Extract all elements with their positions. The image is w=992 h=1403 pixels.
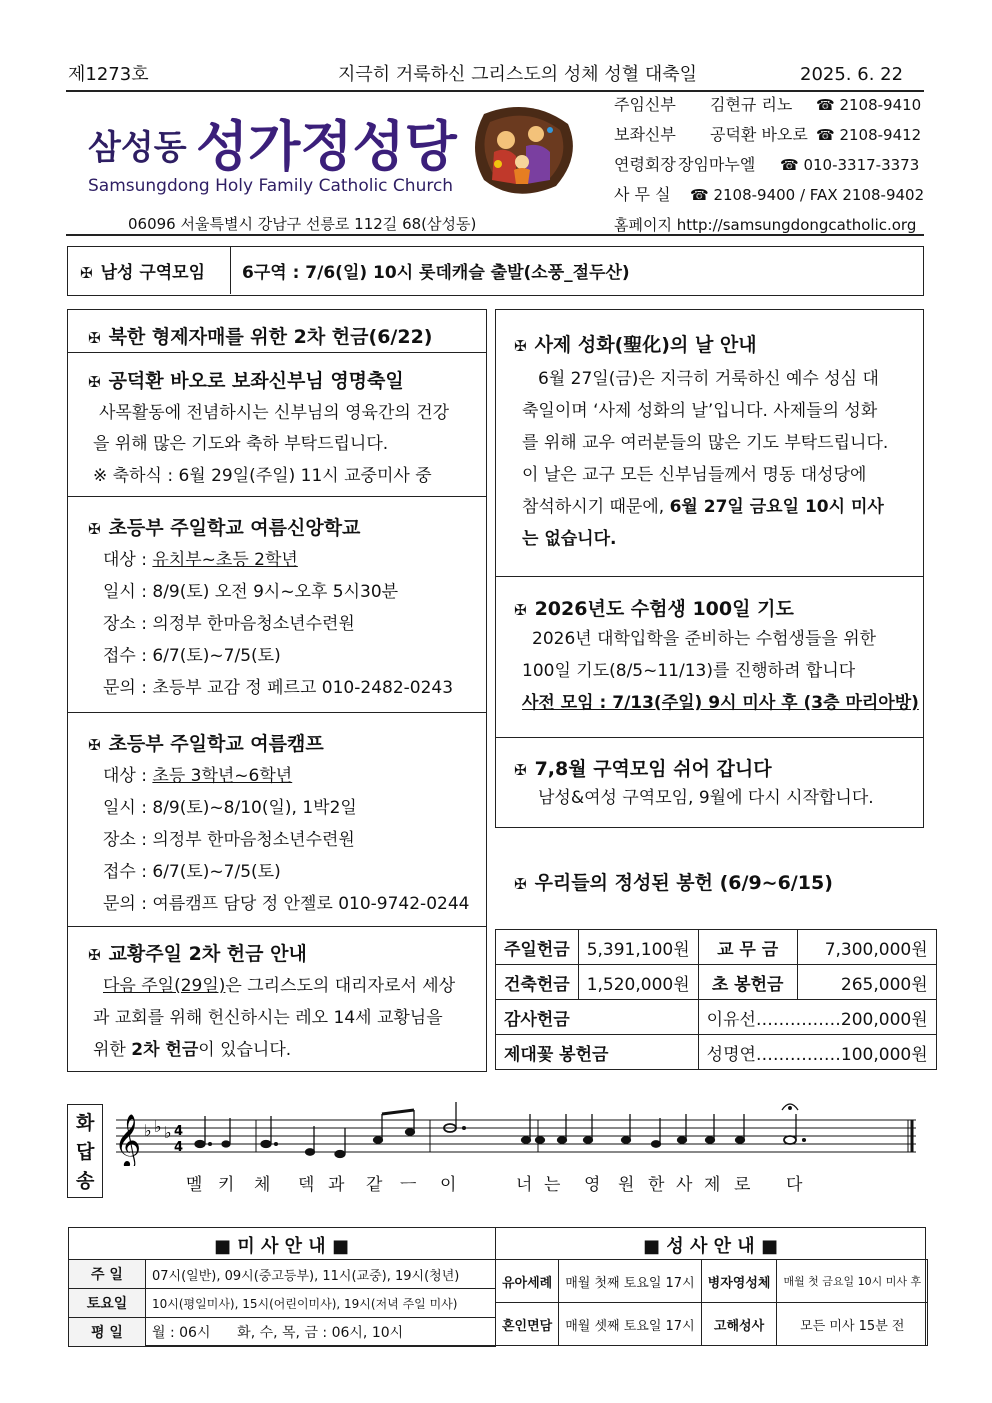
- parish-name: 성가정성당: [196, 114, 457, 178]
- priest-day-title: ✠ 사제 성화(聖化)의 날 안내: [514, 334, 757, 356]
- divider: [67, 496, 487, 497]
- divider: [495, 576, 924, 577]
- psalm-label-box: [67, 1104, 103, 1198]
- contact-role: 주임신부: [614, 95, 676, 114]
- table-row: [69, 1318, 496, 1347]
- exam-prayer-line: 2026년 대학입학을 준비하는 수험생들을 위한: [532, 629, 877, 649]
- table-cell: 주 일: [69, 1260, 146, 1289]
- feast-line: 사목활동에 전념하시는 신부님의 영육간의 건강: [99, 403, 450, 423]
- lyric-syllable: ㅡ: [400, 1175, 417, 1195]
- svg-text:4: 4: [174, 1124, 184, 1139]
- table-cell: 초 봉헌금: [698, 965, 797, 1000]
- cross-icon: ✠: [88, 946, 101, 964]
- divider: [67, 712, 487, 713]
- table-cell: 평 일: [69, 1318, 146, 1347]
- district-meeting-content: 6구역 : 7/6(일) 10시 롯데캐슬 출발(소풍_절두산): [242, 263, 630, 283]
- priest-day-line: 축일이며 ‘사제 성화의 날’입니다. 사제들의 성화: [522, 401, 878, 421]
- sacrament-schedule-title: ■ 성 사 안 내 ■: [643, 1236, 778, 1257]
- sacrament-schedule-table: [495, 1259, 928, 1346]
- faith-school-place: 장소 : 의정부 한마음청소년수련원: [103, 614, 355, 634]
- priest-day-line: 를 위해 교우 여러분들의 많은 기도 부탁드립니다.: [522, 433, 889, 453]
- psalm-music-staff: [108, 1100, 920, 1166]
- psalm-label-char: 송: [76, 1170, 95, 1192]
- divider: [67, 352, 487, 353]
- table-cell: 1,520,000원: [578, 965, 698, 1000]
- table-cell: 건축헌금: [496, 965, 579, 1000]
- contact-name: 김현규 리노: [710, 95, 793, 114]
- table-cell: 유아세례: [496, 1260, 559, 1303]
- priest-day-line: 참석하시기 때문에, 6월 27일 금요일 10시 미사: [522, 497, 884, 517]
- psalm-lyrics: [108, 1170, 920, 1194]
- svg-text:♭: ♭: [164, 1123, 172, 1142]
- summer-camp-place: 장소 : 의정부 한마음청소년수련원: [103, 830, 355, 850]
- cross-icon: ✠: [80, 264, 93, 282]
- contact-phone: ☎ 2108-9400 / FAX 2108-9402: [690, 186, 925, 204]
- offering-report-title: ✠ 우리들의 정성된 봉헌 (6/9~6/15): [514, 872, 833, 894]
- table-cell: 이유선……………200,000원: [698, 1000, 936, 1035]
- header-top-rule: [66, 90, 924, 92]
- psalm-label-char: 화: [76, 1112, 95, 1134]
- svg-text:♭: ♭: [144, 1121, 152, 1140]
- district-rest-title: ✠ 7,8월 구역모임 쉬어 갑니다: [514, 758, 772, 780]
- table-row: [496, 1035, 937, 1070]
- table-cell: 병자영성체: [701, 1260, 777, 1303]
- mass-schedule-title: ■ 미 사 안 내 ■: [214, 1236, 349, 1257]
- district-meeting-bar: [67, 246, 924, 296]
- pope-sunday-title: ✠ 교황주일 2차 헌금 안내: [88, 943, 307, 965]
- pope-sunday-line: 과 교회를 위해 헌신하시는 레오 14세 교황님을: [93, 1008, 443, 1028]
- table-cell: 10시(평일미사), 15시(어린이미사), 19시(저녁 주일 미사): [146, 1289, 496, 1318]
- occasion-title: 지극히 거룩하신 그리스도의 성체 성혈 대축일: [338, 64, 697, 85]
- contact-row: [614, 90, 676, 120]
- homepage-link[interactable]: http://samsungdongcatholic.org: [676, 216, 917, 234]
- contact-role: 사 무 실: [614, 185, 671, 204]
- faith-school-title: ✠ 초등부 주일학교 여름신앙학교: [88, 517, 361, 539]
- table-cell: 07시(일반), 09시(중고등부), 11시(교중), 19시(청년): [146, 1260, 496, 1289]
- table-cell: 월 : 06시 화, 수, 목, 금 : 06시, 10시: [146, 1318, 496, 1347]
- table-row: [496, 965, 937, 1000]
- header-bottom-rule: [66, 234, 924, 236]
- cross-icon: ✠: [88, 373, 101, 391]
- faith-school-register: 접수 : 6/7(토)~7/5(토): [103, 646, 281, 666]
- contact-name: 장임마누엘: [678, 155, 756, 174]
- divider: [495, 737, 924, 738]
- district-rest-line: 남성&여성 구역모임, 9월에 다시 시작합니다.: [538, 788, 874, 808]
- table-cell: 모든 미사 15분 전: [777, 1303, 928, 1346]
- lyric-syllable: 영: [584, 1175, 601, 1195]
- exam-prayer-title: ✠ 2026년도 수험생 100일 기도: [514, 598, 794, 620]
- mass-schedule-table: [68, 1259, 496, 1347]
- contact-name: 공덕환 바오로: [710, 125, 808, 144]
- table-row: [69, 1260, 496, 1289]
- parish-english-name: Samsungdong Holy Family Catholic Church: [88, 176, 454, 196]
- table-cell: 토요일: [69, 1289, 146, 1318]
- table-row: [69, 1289, 496, 1318]
- lyric-syllable: 다: [786, 1175, 803, 1195]
- cross-icon: ✠: [88, 520, 101, 538]
- divider: [67, 926, 487, 927]
- cross-icon: ✠: [514, 875, 527, 893]
- contact-phone: ☎ 010-3317-3373: [780, 156, 920, 174]
- table-row: [496, 1303, 928, 1346]
- cross-icon: ✠: [514, 337, 527, 355]
- exam-prayer-line: 100일 기도(8/5~11/13)를 진행하려 합니다: [522, 661, 856, 681]
- lyric-syllable: 너: [516, 1175, 533, 1195]
- table-cell: 매월 셋째 토요일 17시: [559, 1303, 701, 1346]
- table-cell: 혼인면담: [496, 1303, 559, 1346]
- table-cell: 265,000원: [797, 965, 936, 1000]
- cross-icon: ✠: [88, 736, 101, 754]
- pope-sunday-line: 다음 주일(29일)은 그리스도의 대리자로서 세상: [103, 976, 456, 996]
- lyric-syllable: 제: [704, 1175, 721, 1195]
- priest-day-line: 는 없습니다.: [522, 529, 617, 549]
- lyric-syllable: 덱: [298, 1175, 315, 1195]
- faith-school-date: 일시 : 8/9(토) 오전 9시~오후 5시30분: [103, 582, 399, 602]
- lyric-syllable: 과: [328, 1175, 345, 1195]
- lyric-syllable: 원: [618, 1175, 635, 1195]
- homepage-label: 홈페이지: [614, 216, 672, 234]
- feast-line: 을 위해 많은 기도와 축하 부탁드립니다.: [93, 434, 389, 454]
- offering-table: [495, 929, 937, 1070]
- issue-date: 2025. 6. 22: [800, 64, 904, 85]
- table-cell: 성명연……………100,000원: [698, 1035, 936, 1070]
- table-cell: 5,391,100원: [578, 930, 698, 965]
- parish-prefix: 삼성동: [88, 128, 187, 168]
- holy-family-logo: [470, 104, 576, 196]
- feast-title: ✠ 공덕환 바오로 보좌신부님 영명축일: [88, 370, 404, 392]
- lyric-syllable: 는: [544, 1175, 561, 1195]
- lyric-syllable: 체: [254, 1175, 271, 1195]
- table-cell: 교 무 금: [698, 930, 797, 965]
- table-cell: 매월 첫 금요일 10시 미사 후: [777, 1260, 928, 1303]
- lyric-syllable: 키: [218, 1175, 235, 1195]
- faith-school-inquiry: 문의 : 초등부 교감 정 페르고 010-2482-0243: [103, 678, 454, 698]
- table-cell: 주일헌금: [496, 930, 579, 965]
- cross-icon: ✠: [514, 761, 527, 779]
- table-cell: 매월 첫째 토요일 17시: [559, 1260, 701, 1303]
- table-row: [496, 930, 937, 965]
- summer-camp-title: ✠ 초등부 주일학교 여름캠프: [88, 733, 324, 755]
- lyric-syllable: 로: [734, 1175, 751, 1195]
- lyric-syllable: 멜: [186, 1175, 203, 1195]
- psalm-label-char: 답: [76, 1141, 95, 1163]
- summer-camp-date: 일시 : 8/9(토)~8/10(일), 1박2일: [103, 798, 357, 818]
- priest-day-line: 이 날은 교구 모든 신부님들께서 명동 대성당에: [522, 465, 867, 485]
- north-korea-offering-title: ✠ 북한 형제자매를 위한 2차 헌금(6/22): [88, 326, 433, 348]
- parish-address: 06096 서울특별시 강남구 선릉로 112길 68(삼성동): [128, 215, 477, 233]
- cross-icon: ✠: [88, 329, 101, 347]
- contact-role: 연령회장: [614, 155, 676, 174]
- table-cell: 고해성사: [701, 1303, 777, 1346]
- table-cell: 7,300,000원: [797, 930, 936, 965]
- table-row: [496, 1000, 937, 1035]
- svg-text:♭: ♭: [154, 1117, 162, 1136]
- table-cell: 감사헌금: [496, 1000, 699, 1035]
- pope-sunday-line: 위한 2차 헌금이 있습니다.: [93, 1040, 292, 1060]
- district-meeting-label: ✠ 남성 구역모임: [80, 263, 206, 283]
- svg-text:4: 4: [174, 1140, 184, 1155]
- svg-text:𝄞: 𝄞: [114, 1113, 142, 1166]
- summer-camp-target: 대상 : 초등 3학년~6학년: [103, 766, 293, 786]
- contact-role: 보좌신부: [614, 125, 676, 144]
- table-row: [496, 1260, 928, 1303]
- cross-icon: ✠: [514, 601, 527, 619]
- summer-camp-inquiry: 문의 : 여름캠프 담당 정 안젤로 010-9742-0244: [103, 894, 470, 914]
- issue-number: 제1273호: [68, 64, 149, 85]
- lyric-syllable: 같: [366, 1175, 383, 1195]
- contact-phone: ☎ 2108-9412: [816, 126, 922, 144]
- priest-day-line: 6월 27일(금)은 지극히 거룩하신 예수 성심 대: [538, 369, 879, 389]
- lyric-syllable: 한: [648, 1175, 665, 1195]
- faith-school-target: 대상 : 유치부~초등 2학년: [103, 550, 298, 570]
- table-cell: 제대꽃 봉헌금: [496, 1035, 699, 1070]
- feast-note: ※ 축하식 : 6월 29일(주일) 11시 교중미사 중: [93, 466, 432, 486]
- lyric-syllable: 사: [676, 1175, 693, 1195]
- lyric-syllable: 이: [440, 1175, 457, 1195]
- summer-camp-register: 접수 : 6/7(토)~7/5(토): [103, 862, 281, 882]
- contact-phone: ☎ 2108-9410: [816, 96, 922, 114]
- exam-prayer-meeting: 사전 모임 : 7/13(주일) 9시 미사 후 (3층 마리아방): [522, 693, 919, 713]
